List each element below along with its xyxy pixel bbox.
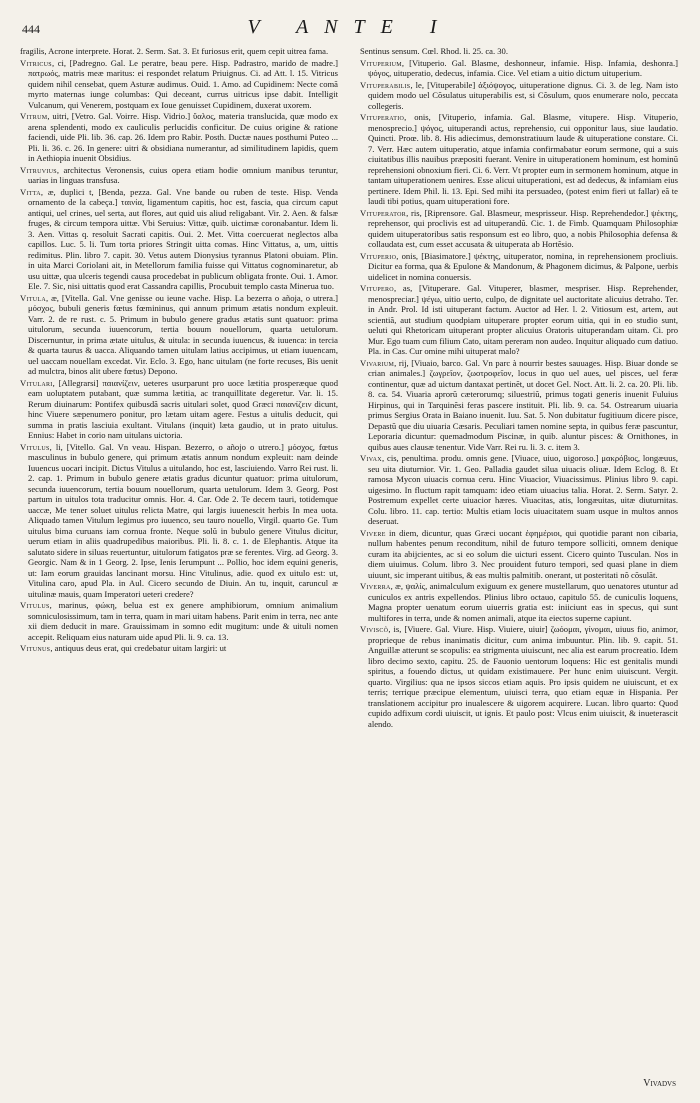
entry-text: , ci, [Padregno. Gal. Le peratre, beau pere. Hisp. Padrastro, marido de madre.] πατρωός, matris meæ maritus: ei respondet relatum Priuignus. Ci. ad Att. l. 15. Vitricus quidem nihil censebat, quem Asturæ audimus. Ouid. 1. Amo. ad Cupidinem: Necte comã myrto maternas iunge columbas: Qui deceant, currus uitricus ipse dabit. Intelligit Vulcanum, qui Venerem, postquam ex Ioue genuisset Cupidinem, duxerat uxorem. (28, 57, 338, 110)
entry-headword: Vitulari (20, 377, 53, 388)
dictionary-entry (360, 112, 678, 207)
dictionary-entry (20, 293, 338, 377)
dictionary-entry (360, 283, 678, 357)
entry-text: , onis, [Biasimatore.] ψέκτης, uituperator, nomina, in reprehensionem procliuis. Dicitur ea forma, qua & Epulone & Mandonum, & Phagonem dicimus, & Palpone, uerbis uidelicet in nomina conuersis. (368, 250, 678, 282)
dictionary-entry (20, 111, 338, 164)
entry-headword: Vituperator (360, 207, 407, 218)
entry-text: , antiquus deus erat, qui credebatur uitam largiri: ut (50, 643, 227, 653)
entry-headword: Vitunus (20, 643, 51, 653)
entry-headword: Viverra (360, 581, 391, 591)
entry-text: , ris, [Riprensore. Gal. Blasmeur, mesprisseur. Hisp. Reprehendedor.] ψέκτης, reprehensor, qui proclivis est ad uituperandũ. Cic. 1. de Fimb. Quamquam Philosophiæ quidem uituperatoribus satis responsum est eo libro, quo, a nobis Philosophia defensa & collaudata est, cum esset accusata & uituperata ab Hortẽsio. (368, 207, 678, 249)
entry-text: , [Vituperio. Gal. Blasme, deshonneur, infamie. Hisp. Infamia, deshonra.] ψόγος, uituperatio, dedecus, infamia. Cice. Vel etiam a uitio dictum uituperium. (368, 57, 678, 78)
entry-text: , uitri, [Vetro. Gal. Voirre. Hisp. Vidrio.] ὕαλος, materia translucida, quæ modo ex arena splendenti, modo ex cauliculis perlucidis conficitur. De cuius origine & ratione faciendi, uide Pli. lib. 36. cap. 26. Idem pro Rabir. Posth. Ductæ naues posthumi Puteo ... Pli. li. 36. c. 26. In genere: uitri & obsidiana numerantur, ad similitudinem lapidis, quem in Aethiopia inuenit Obsidius. (28, 111, 338, 163)
page-header (22, 16, 678, 44)
entry-text: , cis, penultima. produ. omnis gene. [Viuace, uiuo, uigoroso.] μακρόβιος, longæuus, seu uita diuturnior. Vir. 1. Geo. Palladia gaudet silua uiuacis oliuæ. Idem Eclog. 8. Et ramosa Mycon uiuacis cornua ceru. Hinc Viuacior, Viuacissimus. Plinius libro 9. capi. uigesimo. In fluctum rapit tamquam: ideo etiam uiuacius talia. Horat. 2. Serm. Satyr. 2. Postremum expellet certe uiuacior hæres. Viuacitas, atis, longæuitas, uitæ diuturnitas. Colu. libro. 11. cap. tertio: Multis etiam locis uiuacitatem suam usque in multos annos deseruat. (368, 453, 678, 526)
dictionary-entry (360, 528, 678, 581)
entry-text: , le, [Vituperabile] ἀξιόψογος, uituperatione dignus. Ci. 3. de leg. Nam isto quidem modo uel Cõsulatus uituperabilis est, si Cõsulum, quos enumerare nolo, peccata collegeris. (368, 79, 678, 111)
entry-headword: Vivarium (360, 357, 395, 368)
entry-text: , as, [Vituperare. Gal. Vituperer, blasmer, mespriser. Hisp. Reprehender, menospreciar.] ψέγω, uitio uerto, culpo, de dignitate uel auctoritate alicuius detraho. Ter. in Andr. Prol. Id isti uituperant factum. Auctor ad Her. l. 2. Vitiosum est, artem, aut scientiã, aut studium quodpiam uituperare propter eorum uitia, qui in eo studio sunt, ueluti qui Rhetoricam uituperant propter alicuius Oratoris uituperandam uitam. Ci. pro Mur. Ego tuam cum filium Cato, uitam pereram non audeo. Inquitur aliquado cum datiuo. Pla. in Cas. Cur omine mihi uituperat malo? (368, 283, 678, 356)
dictionary-entry (360, 624, 678, 729)
entry-headword: Vitula (20, 292, 47, 303)
entry-text: in diem, dicuntur, quas Græci uocant ἐφημέριοι, qui quotidie parant non cibaria, nullum habentes penum reconditum, nihil de futuro tempore solliciti, omnem denique curam ita abijcientes, ac si eo solum die uicturi essent. Cicero quinto Tusculan. Nos in diem uiuimus. Colum. libro 3. Nec prouident futuro tempori, sed quasi plane in diem uiuunt, sic imperant uitibus, & eas multis palmitib. onerant, ut posteritati nõ cõsulãt. (368, 527, 678, 580)
dictionary-entry (360, 251, 678, 283)
dictionary-entry (20, 600, 338, 642)
dictionary-entry (360, 46, 678, 57)
dictionary-entry (20, 187, 338, 292)
page-number: 444 (22, 22, 40, 36)
entry-text: Sentinus sensum. Cœl. Rhod. li. 25. ca. 30. (360, 46, 509, 56)
dictionary-entry (360, 358, 678, 453)
entry-text: , æ, duplici t, [Benda, pezza. Gal. Vne bande ou ruben de teste. Hisp. Venda ornamento de la cabeça.] ταινία, ligamentum capitis, hoc est, fascia, qua circum caput antiqui, uel crines, uel serta, aut flores, aut quid uis aliud religabant. Vir. 2. Aen. & falsæ fruges, & circum tempora uittæ. Vbi Seruius: Vittæ, quib. uictimæ coronabantur. Idem li. 3. Aen. Vittas q. resoluit Sacrati capitis. Oui. 2. Met. Vitta coercuerat neglectos alba capillos. Luc. 5. li. Tum torta priores Stringit uitta comas. Hinc Vittatus, a, um, uittis redimitus. Plin. libro 7. capit. 30. Vetus autem Dionysius tyrannus Platoni obuiam. Plin. in uita Marci Coriolani ait, in Metellorum familia fuisse qui Vittatus cognominaretur, ab usu uittæ, qua ulceris tegendi causa procedebat in publicum obligata fronte. Oui. 1. Amor. Ele. 7. Sic, nisi uittatis quod erat Cassandra capillis, Procubuit templo casta Minerua tuo. (28, 186, 338, 291)
dictionary-entry (360, 80, 678, 112)
entry-headword: Vitulus (20, 600, 50, 610)
entry-headword: Vituperabilis (360, 79, 411, 90)
running-title: V ANTE I (247, 16, 453, 38)
entry-text: , architectus Veronensis, cuius opera etiam hodie omnium manibus teruntur, uarias in linguas transfusa. (28, 164, 338, 185)
entry-headword: Vivere (360, 527, 386, 538)
dictionary-entry (20, 165, 338, 186)
entry-text: , æ, ψαλίς, animalculum exiguum ex genere mustellarum, quo uenatores utuntur ad cuniculos ex antris expellendos. Plinius libro octauo, capitulo 55. de cuniculis loquens, Magna propter uenatum eorum uiuerris gratia est: iniiciunt eas in specus, qui sunt multifores in terra, unde & nomen animali, atque ita eiectos superne capiunt. (368, 581, 678, 623)
entry-headword: Vitruvius (20, 164, 57, 175)
entry-text: , li, [Vitello. Gal. Vn veau. Hispan. Bezerro, o añojo o utrero.] μόσχος, fœtus masculinus in bubulo genere, qui primum ætatis annum nondum expleuit: nam deinde Iuuencus uocari incipit. Dictus Vitulus a uitulando, hoc est, lasciuiendo. Varro Rei rust. li. 2. cap. 1. Primum in bubulo genere ætatis gradus dicuntur quatuor: prima uitulorum, secunda iuuencorum, tertia bouum nouellorum, quarta uetulorum. Idem 3. Georg. Post partum in uitulos tota traducitur omnis. Hor. 4. Car. Ode 2. Te decem tauri, totidemque uaccæ, Me tener soluet uitulus relicta Matre, qui largis iuuenescit herbis In mea uota. Aliquado tamen Vitulum legimus pro iuuenco, seu tauro nouello, Virgil. quarto Ge. Tum uitulus bima curuans iam cornua fronte. Neque solũ in bubulo genere Vitulus dicitur, uerum etiam in aliis quadrupedibus maioribus. Pli. li. 8. c. 1. de Elephantis. Atque ita salutato sidere in siluas reuertuntur, uitulorum fatigatos præ se ferentes. Virg. ad Georg. 3. Georgic. Nam & in 1 Georg. 2. Ipse, Ienis Ierumpunt ... Pollio, hoc idem equini generis, ut: Iam eorum grauidas lancinant morsu. Hinc Vitulinus, adie. quod ex uitulo est: ut, Vitulina caro, apud Pla. in Aul. Cicero secundo de Diuin. An tu, inquit, caruncul æ uitulinæ mauis, quam Imperatori ueteri credere? (28, 441, 338, 599)
entry-headword: Vituperium (360, 57, 402, 68)
entry-headword: Vituperio (360, 250, 397, 261)
dictionary-entry (360, 208, 678, 250)
dictionary-entry (360, 58, 678, 79)
entry-headword: Vitulus (20, 441, 50, 452)
entry-headword: Viviscô (360, 624, 389, 634)
dictionary-entry (20, 378, 338, 441)
dictionary-entry (20, 58, 338, 111)
entry-headword: Vituperatio (360, 112, 405, 122)
entry-headword: Vitupero (360, 283, 394, 293)
entry-text: , marinus, φώκη, belua est ex genere amphibiorum, omnium animalium somniculosissimum, tam in terra, quam in mari uitam habens. Parit enim in terra, nec ante xii diem deducit in mare. Grauissimam in somno edit mugitum: unde & uituli nomen accepit. Reliquam eius naturam uide apud Pli. li. 9. ca. 13. (28, 600, 338, 642)
dictionary-entry (20, 643, 338, 654)
entry-text: , onis, [Vituperio, infamia. Gal. Blasme, vitupere. Hisp. Vituperio, menosprecio.] ψόγος, uituperandi actus, reprehensio, cui opponitur laus, siue laudatio. Quincti. Proœ. lib. 8. His adiecimus, demonstratiuum laude & uituperatione constare. Ci. 7. Verr. Hæc autem uituperatio, atque infamia confirmabatur eorum sermone, qui a suis ciuitatibus illis nauibus præpositi fuerant. Venire in uituperationem hominum, est hominũ reprehensioni obnoxium fieri. Ci. 6. Verr. Vt propter eum in sermonem hominum, atque in tantam uituperationem uenires. Esse alicui uituperationi, est ad dedecus, & infamiam eius pertinere. Idem Phil. li. 13. Epi. Sed mihi ita persuadeo, (potest enim fieri ut fallar) eã te laudi tibi potius, quam uituperationi fore. (368, 112, 678, 206)
left-column (20, 46, 338, 1086)
entry-headword: Vivax (360, 453, 382, 463)
entry-text: , æ, [Vitella. Gal. Vne genisse ou ieune vache. Hisp. La bezerra o añoja, o utrera.] μόσχος, bubuli generis fœtus fœmininus, qui annum primum ætatis nondum expleuit. Varr. 2. de re rust. c. 5. Primum in bubulo genere gradus ætatis sunt quatuor: prima uitulorum, secunda iuuencorum, tertia bouum nouellorum, quarta uetulorum. Discernuntur, in prima ætate uitulus, & uitula: in secunda iuuencus, & iuuenca: in tercia & quarta taurus & uacca. Aliquando tamen uitulam latius accipimus, ut etiam iuuencam, uel uaccam nouellam excedat. Vir. Eclo. 3. Ego, hanc uitulam (ne forte recuses, Bis uenit ad mulctra, binos alit ubere fœtus) Depono. (28, 292, 338, 376)
dictionary-entry (20, 442, 338, 600)
dictionary-entry (360, 581, 678, 623)
entry-text: fragilis, Acrone interprete. Horat. 2. Serm. Sat. 3. Et furiosus erit, quem cepit uitrea fama. (20, 46, 329, 56)
dictionary-entry (20, 46, 338, 57)
dictionary-entry (360, 453, 678, 527)
entry-headword: Vitricus (20, 57, 52, 68)
entry-headword: Vitta (20, 186, 41, 197)
right-column (360, 46, 678, 1066)
entry-text: , [Allegrarsi] παιανίζειν, ueteres usurparunt pro uoce lætitia prosperæque quod eam uoluptatem putabant, quæ summa lætitia, ac tranquillitate degeretur. Var. li. 15. Rerum diuinarum: Pontifex quibusdã sacris uitulari solet, quod Græci παιανίζειν dicunt, hinc Viuere sæpenumero ponitur, pro lætam uitam agere. Festus a uitulis deducit, qui summa in pratis lasciuia exultant. Vitulans (inquit) læta gaudio, ut in prato uitulus. Ennius: Habet in corio nam uitulans uictoria. (28, 377, 338, 440)
entry-text: , is, [Viuere. Gal. Viure. Hisp. Viuiere, uiuir] ζωόομαι, γίνομαι, uiuus fio, animor, proprieque de rebus inanimatis dicitur, cum anima imbuuntur. Plin. lib. 9. capit. 51. Anguillæ atterunt se scopulis: ea strigmenta uiuiscunt, nec alia est earum procreatio. Idem libro decimo sexto, capitu. 25. de Fauonio uentorum loquens: Hic est genitalis mundi spiritus, a fouendo dictus, ut quidam existimauere. Per hunc enim uiuiscunt. Vergit. quarto. Virgilius: qua ne ipsos siccos etiam aquis. Pro ipsis quidem ne uiuiscunt, et ex terris; terrique præcipue elementum, uiuisci terra, quo etiam equæ in Hispania. Per translationem accipitur pro inualescere & uigorem acquirere. Lucan. libro quarto: Quod cupido adfixum cordi uiuiscit, ut ignis. Et paulo post: Vlcus enim uiuiscit, & inueterascit alendo. (368, 624, 678, 729)
entry-headword: Vitrum (20, 111, 48, 121)
entry-text: , rij, [Viuaio, barco. Gal. Vn parc à nourrir bestes sauuages. Hisp. Biuar donde se crian animales.] ζωγρεῖον, ζωοτροφεῖον, locus in quo uel aues, uel pisces, uel feræ continentur, quæ ad uictum dantaxat pertinẽt, ut docet Gel. Noct. Att. li. 2. ca. 20. Pli. lib. 8. ca. 54. Viuaria aprorũ cæterorumq; siluestriũ, primus togati generis inuenit Fuluius Hirpinus, qui in Tarquinẽsi feras pascere instituit. Pli. lib. 9. ca. 54. Ostrearum uiuaria primus Sergius Orata in Baiano inuenit. Iuu. Sat. 5. Non dubitatur fugitiuum dicere pisce, Depastũ que diu uiuaria Cæsaris. Peculiari tamen nomine septa, in quibus feræ pascuntur, Leporaria dicuntur: quemadmodum Piscinæ, in quib. aluntur pisces: & Ornithones, in quibus aues clausæ tenentur. Vide Varr. Rei ru. li. 3. c. item 3. (368, 357, 678, 452)
catchword: Vivadvs (643, 1078, 676, 1089)
